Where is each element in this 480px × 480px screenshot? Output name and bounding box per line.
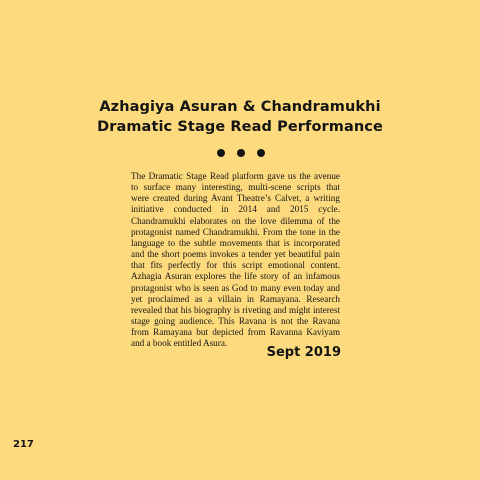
title-line-1: Azhagiya Asuran & Chandramukhi <box>99 99 381 115</box>
date-label: Sept 2019 <box>266 345 341 360</box>
dot-icon <box>217 149 225 157</box>
dot-icon <box>237 149 245 157</box>
page-number: 217 <box>13 439 34 450</box>
title-block <box>0 97 480 137</box>
body-paragraph: The Dramatic Stage Read platform gave us the avenue to surface many interesting, multi-scene scripts that were created during Avant Theatre’s Calvet, a writing initiative conducted in 2014 and 2015 cycle. Chandramukhi elaborates on the love dilemma of the protagonist named Chandramukhi. From the tone in the language to the subtle movements that is incorporated and the short poems invokes a tender yet beautiful pain that fits perfectly for this script emotional content. Azhagia Asuran explores the life story of an infamous protagonist who is seen as God to many even today and yet proclaimed as a villain in Ramayana. Research revealed that his biography is riveting and might interest stage going audience. This Ravana is not the Ravana from Ramayana but depicted from Ravanna Kaviyam and a book entitled Asura. <box>131 171 340 349</box>
title-line-2: Dramatic Stage Read Performance <box>97 119 383 135</box>
dot-icon <box>257 149 265 157</box>
three-dots-icon <box>217 148 265 158</box>
